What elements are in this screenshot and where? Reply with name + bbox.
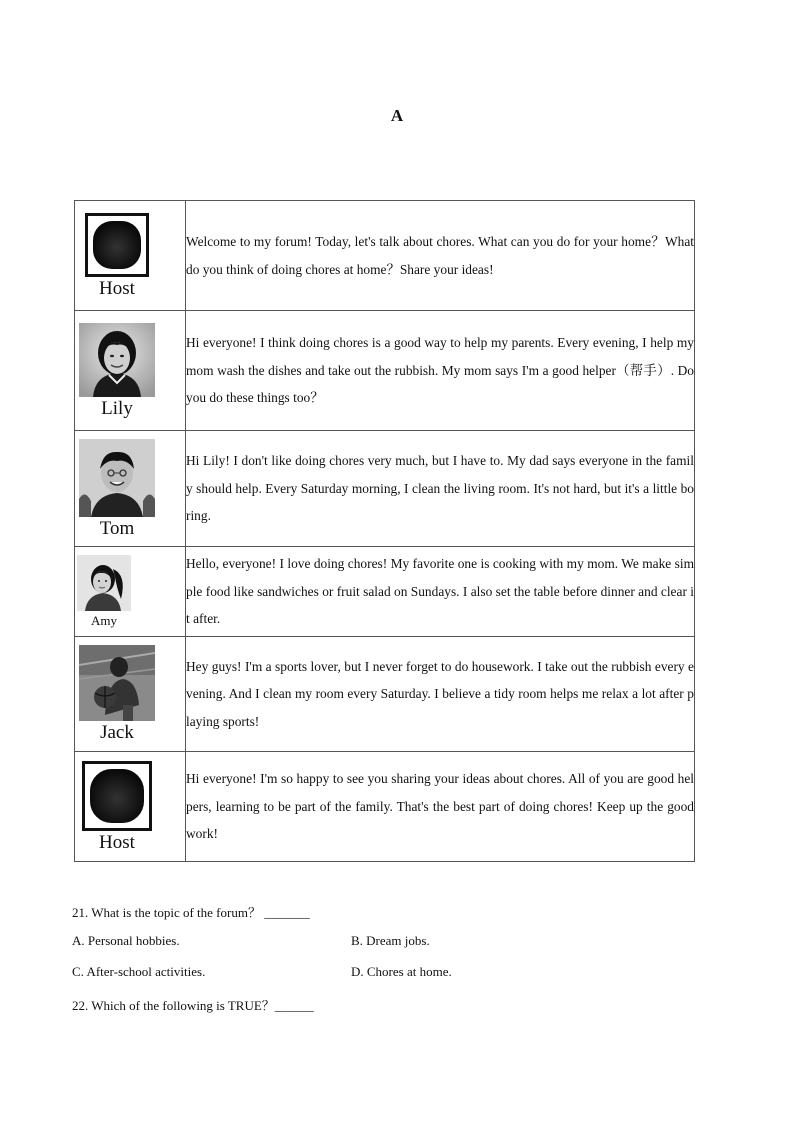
avatar-cell <box>75 431 186 547</box>
poster-name: Tom <box>99 517 135 539</box>
forum-post <box>75 547 695 637</box>
post-text: Hello, everyone! I love doing chores! My favorite one is cooking with my mom. We make simple food like sandwiches or fruit salad on Sundays. I also set the table before dinner and clear it after. <box>186 547 695 637</box>
poster-name: Lily <box>101 397 133 419</box>
forum-table <box>74 200 695 862</box>
poster-name: Host <box>99 831 135 853</box>
host-icon <box>85 213 149 277</box>
poster-name: Jack <box>100 722 134 743</box>
post-text: Hi everyone! I think doing chores is a good way to help my parents. Every evening, I help my mom wash the dishes and take out the rubbish. My mom says I'm a good helper（帮手）. Do you do these things too？ <box>186 311 695 431</box>
boy-basketball-portrait <box>79 645 155 721</box>
forum-post <box>75 311 695 431</box>
forum-post <box>75 431 695 547</box>
option-b: B. Dream jobs. <box>351 933 430 948</box>
post-text: Hey guys! I'm a sports lover, but I never forget to do housework. I take out the rubbish every evening. And I clean my room every Saturday. I believe a tidy room helps me relax a lot after playing sports! <box>186 637 695 752</box>
forum-post <box>75 201 695 311</box>
girl-ponytail-portrait <box>77 555 131 611</box>
avatar-cell <box>75 201 186 311</box>
forum-post <box>75 752 695 862</box>
option-a: A. Personal hobbies. <box>72 933 180 948</box>
boy-portrait <box>79 439 155 517</box>
post-text: Hi everyone! I'm so happy to see you sharing your ideas about chores. All of you are good helpers, learning to be part of the family. That's the best part of doing chores! Keep up the good work! <box>186 752 695 862</box>
forum-post <box>75 637 695 752</box>
poster-name: Host <box>99 277 135 299</box>
avatar-cell <box>75 752 186 862</box>
post-text: Welcome to my forum! Today, let's talk about chores. What can you do for your home？What do you think of doing chores at home？Share your ideas! <box>186 201 695 311</box>
section-heading: A <box>390 106 404 125</box>
question-22: 22. Which of the following is TRUE？______ <box>72 998 314 1013</box>
poster-name: Amy <box>91 613 117 628</box>
avatar-cell <box>75 547 186 637</box>
question-21: 21. What is the topic of the forum？ _______ <box>72 905 310 920</box>
host-icon <box>82 761 152 831</box>
avatar-cell <box>75 637 186 752</box>
avatar-cell <box>75 311 186 431</box>
option-c: C. After-school activities. <box>72 964 206 979</box>
post-text: Hi Lily! I don't like doing chores very much, but I have to. My dad says everyone in the family should help. Every Saturday morning, I clean the living room. It's not hard, but it's a little boring. <box>186 431 695 547</box>
option-d: D. Chores at home. <box>351 964 452 979</box>
girl-portrait <box>79 323 155 397</box>
